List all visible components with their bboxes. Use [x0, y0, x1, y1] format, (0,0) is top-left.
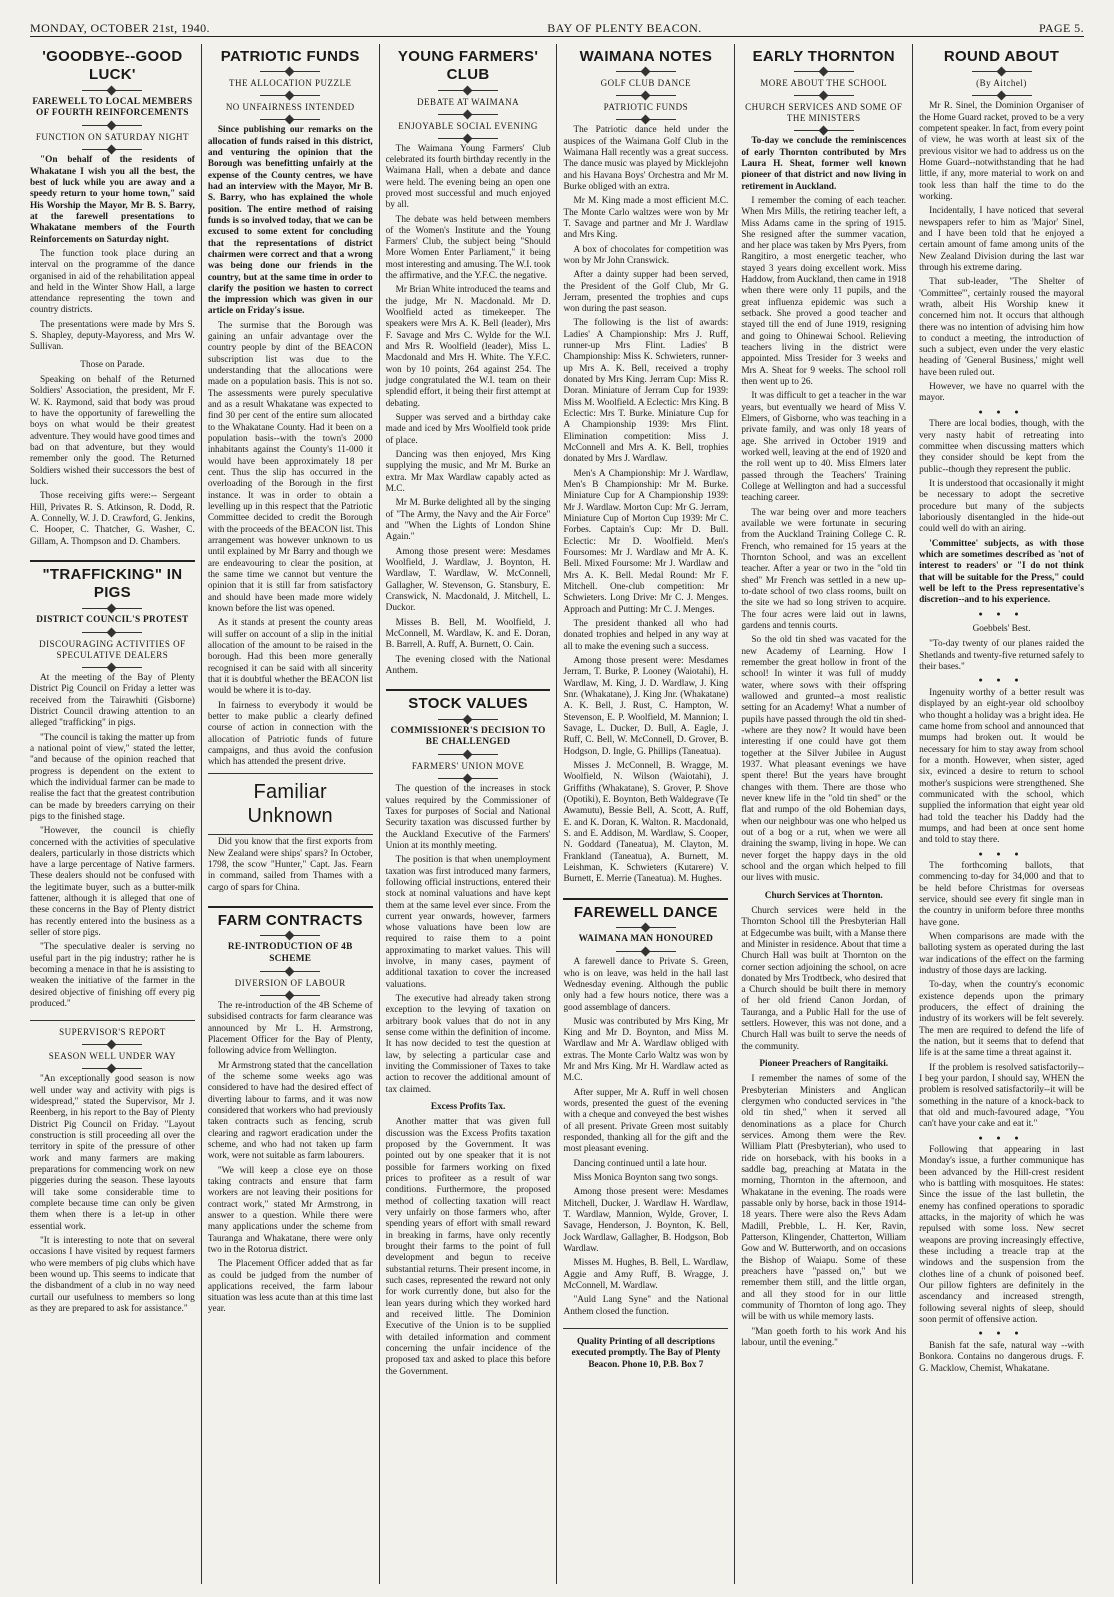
paragraph: The president thanked all who had donated trophies and helped in any way at all to make the evening such a success.	[563, 619, 729, 652]
printing-advertisement: Quality Printing of all descriptions executed promptly. The Bay of Plenty Beacon. Phone 10, P.B. Box 7	[563, 1328, 728, 1371]
article-lead: Since publishing our remarks on the allocation of funds raised in this district, and venturing the opinion that the Borough was benefitting unfairly at the expense of the County centres, we have had an interview with the Mayor, Mr B. S. Barry, who has explained the whole position. The entire method of raising funds is so involved today, that we can be excused to some extent for concluding that the representations of district chairmen were correct and that a wrong was being done our friends in the country, but at the same time in order to clarify the position we hasten to correct the impression which was given in our article on Friday's issue.	[207, 125, 373, 317]
star-separator: ● ● ●	[978, 407, 1025, 416]
paragraph: That sub-leader, "The Shelter of 'Committee'", certainly roused the mayoral wrath, albeit His Worship knew it concerned him not. It occurs that although there was no intention of advising him how to conduct a meeting, the introduction of such a subject, even under the very elastic heading of 'General Business,' might well have been ruled out.	[919, 277, 1084, 378]
divider-ornament	[972, 71, 1032, 72]
paragraph: Among those present were: Mesdames Jerram, T. Burke, P. Looney (Waiotahi), H. Wardlaw, M. King, J. D. Wardlaw, J. King Snr. (Whakatane), J. King Jnr. (Whakatane) A. K. Bell, J. Rust, C. Hampton, W. Stevenson, E. P. Woolfield, M. Mannion; I. Savage, L. Ducker, D. Bull, A. Eagle, J. Ruff, C. Bell, W. McConnell, D. Grover, B. Hodgson, D. Ingle, G. Phillips (Taneatua).	[563, 656, 729, 757]
paragraph: The re-introduction of the 4B Scheme of subsidised contracts for farm clearance was announced by Mr L. H. Armstrong, Placement Officer for the Bay of Plenty, following advice from Wellington.	[207, 1000, 373, 1057]
paragraph: Ingenuity worthy of a better result was displayed by an eight-year old schoolboy who thought a holiday was a bright idea. He came home from school and announced that mumps had broken out. It would be necessary for him to stay away from school for a month. However, when sister, aged six, evinced a desire to return to school mother's suspicions were strengthened. She communicated with the school, which supplied the information that eight year old had told the teacher his Daddy had the mumps, and had been at once sent home and told to stay there.	[919, 687, 1084, 846]
divider-ornament	[82, 1044, 142, 1045]
headline-patriotic-funds: PATRIOTIC FUNDS	[220, 48, 360, 65]
paragraph: Among those present were: Mesdames Mitchell, Ducker, J. Wardlaw H. Wardlaw, T. Wardlaw, Mannion, Wylde, Grover, I. Savage, Henderson, J. Boynton, K. Bell, Jock Wardlaw, Gallagher, B. Hodgson, Bob Wardlaw.	[563, 1187, 729, 1255]
paragraph: The war being over and more teachers available we were fortunate in securing from the Auckland Training College C. R. French, who remained for 15 years at the Thornton School, and was an excellent teacher. After a year or two in the "old tin shed" Mr French was settled in a new up-to-date school of two class rooms, built on the site we had so long striven to acquire. The four acres were laid out in lawns, gardens and tennis courts.	[741, 507, 907, 631]
subhead: PATRIOTIC FUNDS	[603, 102, 689, 113]
subhead: DIVERSION OF LABOUR	[234, 977, 346, 988]
paragraph: After a dainty supper had been served, the President of the Golf Club, Mr G. Jerram, presented the trophies and cups won during the past season.	[563, 270, 729, 315]
headline-waimana-notes: WAIMANA NOTES	[579, 48, 713, 65]
paragraph: Mr R. Sinel, the Dominion Organiser of the Home Guard racket, proved to be a very competent speaker. In fact, from every point of view, he was worth at least six of the previous visitor we had to address us on the Home Guard--notwithstanding that he had little, if any, more material to work on and took less than half the time to do the working.	[919, 101, 1084, 202]
divider-ornament	[82, 632, 142, 633]
divider-ornament	[260, 71, 320, 72]
divider-ornament	[260, 119, 320, 120]
divider-ornament	[616, 951, 676, 952]
paragraph: The executive had already taken strong exception to the levying of taxation on arbitrary book values that do not in any sense come within the definition of income. It has now decided to test the question at law, by selecting a particular case and inviting the Commissioner of Taxes to take action to recover the additional amount of tax claimed.	[385, 994, 551, 1095]
subhead: DISTRICT COUNCIL'S PROTEST	[36, 614, 189, 625]
paragraph: The position is that when unemployment taxation was first introduced many farmers, following official instructions, entered their stock at nominal valuations and have kept them at the same level ever since. From the current year onwards, however, farmers whose valuations have been low are required to raise them to a point approximating to market values. This will involve, in many cases, payment of additional taxation to cover the increased valuations.	[385, 855, 551, 990]
paragraph: Did you know that the first exports from New Zealand were ships' spars? In October, 1798, the scow "Hunter," Capt. Jas. Fearn in command, sailed from Thames with a cargo of spars for China.	[207, 837, 373, 893]
paragraph: Another matter that was given full discussion was the Excess Profits taxation proposed by the Government. It was pointed out by one speaker that it is not possible for farmers working on fixed prices to profiteer as a result of war conditions. Furthermore, the proposed method of collecting taxation will react very unfairly on those farmers who, after spending years of effort with small reward in breaking in farms, have only recently brought their farms to the point of full development and begun to receive substantial returns. Their present income, in such cases, represented the reward not only for work currently done, but also for the lean years during which they worked hard and received little. The Dominion Executive of the Union is to be supplied with detailed information and comment concerning the unfair incidence of the proposed tax and asked to place this before the Government.	[385, 1117, 551, 1377]
paragraph: At the meeting of the Bay of Plenty District Pig Council on Friday a letter was received from the Tairawhiti (Gisborne) District Council drawing attention to an alleged "trafficking" in pigs.	[30, 672, 195, 729]
subhead: SUPERVISOR'S REPORT	[59, 1027, 166, 1038]
byline: (By Aitchel)	[976, 78, 1027, 89]
paragraph: Miss Monica Boynton sang two songs.	[573, 1173, 719, 1184]
paragraph: Mr Armstrong stated that the cancellation of the scheme some weeks ago was considered to have had the desired effect of diverting labour to farms, and it was now considered that workers who had previously taken contracts such as fencing, scrub clearing and ragwort eradication under the scheme, and who had not taken up farm work, were not suitable as farm labourers.	[207, 1060, 373, 1162]
column-4	[556, 44, 734, 1584]
paragraph: However, we have no quarrel with the mayor.	[919, 382, 1084, 404]
star-separator: ● ● ●	[978, 609, 1025, 618]
headline-goodbye: 'GOODBYE--GOOD LUCK'	[42, 48, 183, 84]
paragraph: "However, the council is chiefly concerned with the activities of speculative dealers, particularly in those districts which have a large percentage of Native farmers. These dealers should not be confused with the legitimate buyer, such as a butter-milk fattener, although it is alleged that one of these concerns in the Bay of Plenty district has recently entered into the business as a seller of store pigs.	[30, 826, 195, 939]
paragraph: I remember the names of some of the Presbyterian Ministers and Anglican clergymen who conducted services in "the old tin shed," when it served all denominations as a place for Church services. Among them were the Rev. William Platt (Presbyterian), who used to ride on horseback, with his books in a saddle bag, preaching at Matata in the morning, Thornton in the afternoon, and Whakatane in the evening. The roads were passable only by horse, back in those 1914-18 years. There were also the Revs Adam Madill, Prebble, L. H. Ker, Ravin, Patterson, Klingender, Chatterton, William Gow and W. Butterworth, and on occasions the Bishop of Waiapu. Some of these preachers have "passed on," but we remember them still, and the little organ, and all they stood for in our little community of Thornton of long ago. They will be with us while memory lasts.	[741, 1074, 907, 1323]
paragraph: The forthcoming ballots, that commencing to-day for 34,000 and that to be held before Christmas for overseas service, should see every fit single man in the country in uniform before three months have gone.	[919, 861, 1084, 928]
section-subhead: Excess Profits Tax.	[430, 1102, 506, 1113]
paragraph: "An exceptionally good season is now well under way and activity with pigs is widespread," stated the Supervisor, Mr J. Reenberg, in his report to the Bay of Plenty District Pig Council on Friday. "Layout construction is still proceeding all over the territory in spite of the pressure of other work and many farmers are making preparations for commencing work on new piggeries during the season. These layouts will take some considerable time to complete because time can only be given them when there is a let-up in other essential work.	[30, 1074, 195, 1232]
headline-trafficking: "TRAFFICKING" IN PIGS	[42, 566, 183, 602]
subhead: CHURCH SERVICES AND SOME OF THE MINISTERS	[745, 102, 903, 124]
paragraph: Dancing continued until a late hour.	[573, 1158, 707, 1169]
divider-ornament	[794, 130, 854, 131]
section-subhead: Pioneer Preachers of Rangitaiki.	[759, 1059, 889, 1070]
divider-ornament	[82, 149, 142, 150]
issue-date: MONDAY, OCTOBER 21st, 1940.	[30, 21, 210, 35]
divider-ornament	[260, 971, 320, 972]
page-number: PAGE 5.	[1038, 21, 1084, 35]
star-separator: ● ● ●	[978, 676, 1025, 685]
paragraph: When comparisons are made with the balloting system as operated during the last war indications of the effect on the farming industry of those days are lacking.	[919, 932, 1084, 977]
article-separator	[563, 898, 728, 900]
divider-ornament	[438, 778, 498, 779]
column-1	[30, 44, 201, 1584]
paragraph: The following is the list of awards: Ladies' A Championship: Mrs J. Ruff, runner-up Mrs Flint. Ladies' B Championship: Miss K. Schwieters, runner-up Mrs A. K. Bell, received a trophy donated by Mrs King. Jerram Cup: Miss R. Doran. Miniature of Jerram Cup for 1939: Miss M. Woolfield. A Eclectic: Mrs King. B Eclectic: Mrs T. Burke. Miniature Cup for A Championship 1939: Mrs Flint. Elimination competition: Miss J. McConnell and Mrs A. K. Bell, trophies donated by Mrs J. Wardlaw.	[563, 318, 729, 465]
subhead: SEASON WELL UNDER WAY	[48, 1051, 177, 1062]
section-subhead: Those on Parade.	[80, 359, 145, 370]
article-lead: To-day we conclude the reminiscences of early Thornton contributed by Mrs Laura H. Sheat, former well known pioneer of that district and now living in retirement in Auckland.	[741, 136, 907, 192]
divider-ornament	[438, 754, 498, 755]
section-subhead: Goebbels' Best.	[972, 624, 1031, 635]
paragraph: The presentations were made by Mrs S. S. Shapley, deputy-Mayoress, and Mrs W. Sullivan.	[30, 319, 195, 353]
page-columns	[30, 44, 1084, 1584]
divider-ornament	[616, 71, 676, 72]
divider-ornament	[438, 90, 498, 91]
paragraph: The function took place during an interval on the programme of the dance organised in aid of the rehabilitation appeal and held in the Winter Show Hall, a large attendance representing the town and country districts.	[30, 248, 195, 316]
divider-ornament	[82, 608, 142, 609]
subhead: DEBATE AT WAIMANA	[416, 96, 520, 107]
subhead: FUNCTION ON SATURDAY NIGHT	[35, 132, 189, 143]
divider-ornament	[260, 935, 320, 936]
subhead: RE-INTRODUCTION OF 4B SCHEME	[227, 942, 353, 964]
paragraph: As it stands at present the county areas will suffer on account of a slip in the initial allocation of the amount to be raised in the borough. Had this been more generally recognised it can be said with all sincerity that it is doubtful whether the BEACON list would be where it is to-day.	[207, 618, 373, 697]
paragraph: Mr M. King made a most efficient M.C. The Monte Carlo waltzes were won by Mr T. Savage and partner and Mr J. Wardlaw and Mrs King.	[563, 196, 729, 241]
divider-ornament	[82, 1068, 142, 1069]
paragraph: The Waimana Young Farmers' Club celebrated its fourth birthday recently in the Waimana Hall, when a debate and dance were held. The evening being an open one proved most successful and much enjoyed by all.	[385, 143, 551, 211]
subhead: GOLF CLUB DANCE	[600, 78, 692, 89]
paragraph: Dancing was then enjoyed, Mrs King supplying the music, and Mr M. Burke an extra. Mr Max Wardlaw capably acted as M.C.	[385, 450, 551, 495]
article-lead: "On behalf of the residents of Whakatane I wish you all the best, the best of luck while you are away and a speedy return to your home town," said His Worship the Mayor, Mr B. S. Barry, at the farewell presentations to Whakatane members of the Fourth Reinforcements on Saturday night.	[30, 155, 195, 245]
paragraph: "Man goeth forth to his work And his labour, until the evening."	[741, 1326, 907, 1348]
divider-ornament	[794, 95, 854, 96]
subhead: FAREWELL TO LOCAL MEMBERS OF FOURTH REINFORCEMENTS	[32, 96, 193, 118]
subhead: ENJOYABLE SOCIAL EVENING	[398, 120, 538, 131]
paragraph: The debate was held between members of the Women's Institute and the Young Farmers' Club, the subject being "Should More Women Enter Parliament," it being most interesting and amusing. The W.I. took the affirmative, and the Y.F.C. the negative.	[385, 214, 551, 282]
subhead: MORE ABOUT THE SCHOOL	[760, 78, 888, 89]
star-separator: ● ● ●	[978, 849, 1025, 858]
paragraph: Incidentally, I have noticed that several newspapers refer to him as 'Major' Sinel, and I have been told that he enjoyed a certain amount of fame among units of the New Zealand Division during the last war through his extreme daring.	[919, 206, 1084, 273]
paragraph: Mr M. Burke delighted all by the singing of "The Army, the Navy and the Air Force" and "When the Lights of London Shine Again."	[385, 498, 551, 543]
headline-familiar-unknown: Familiar Unknown	[208, 773, 373, 836]
star-separator: ● ● ●	[978, 1329, 1025, 1338]
column-2	[201, 44, 379, 1584]
headline-farewell-dance: FAREWELL DANCE	[573, 903, 718, 921]
divider-ornament	[972, 95, 1032, 96]
paragraph: 'Committee' subjects, as with those which are sometimes described as 'not of interest to readers' or "I do not think that will be suitable for the Press," could well be left to the Press representative's discretion--and to his experience.	[919, 538, 1084, 606]
star-separator: ● ● ●	[978, 1133, 1025, 1142]
paragraph: The evening closed with the National Anthem.	[385, 654, 551, 676]
paragraph: So the old tin shed was vacated for the new Academy of Learning. How I remember the great hollow in front of the school! In winter it was full of muddy water, where sows with their offspring wallowed and grunted--a most realistic setting for an Academy! What a number of pupils have passed through the old tin shed--where are they now? It would have been interesting if one could have got them together at the Silver Jubilee in August 1937. What pleasant evenings we have spent there! But the years have brought changes with them. There are those who never knew life in the "old tin shed" or the flat and rumpo of the old Bohemian days, when our neighbour was one who helped us out of a bog or a rut, when we were all draining the swamp, living in hope. We can never forget the happy days in the old school and the organ which helped to fill our lives with music.	[741, 635, 907, 884]
article-separator	[30, 1020, 195, 1021]
masthead	[30, 18, 1084, 37]
paragraph: "It is interesting to note that on several occasions I have visited by request farmers who were members of pig clubs which have been wound up. This seems to indicate that the disbandment of a club in no way need curtail our usefulness to members so long as they are prepared to ask for assistance."	[30, 1235, 195, 1314]
subhead: FARMERS' UNION MOVE	[411, 761, 525, 772]
headline-farm-contracts: FARM CONTRACTS	[217, 912, 363, 930]
divider-ornament	[438, 719, 498, 720]
paragraph: It is understood that occasionally it might be necessary to adopt the secretive procedure but many of the subjects laboriously disentangled in the hide-out could well do with an airing.	[919, 478, 1084, 535]
article-separator	[30, 560, 195, 562]
paragraph: To-day, when the country's economic existence depends upon the primary producers, the effect of draining the industry of its workers will be felt severely. The men are required to defend the life of the nation, but it seems that to defend that life is at the same time a threat against it.	[919, 980, 1084, 1059]
paragraph: The surmise that the Borough was gaining an unfair advantage over the country people by dint of the BEACON subscription list was due to the understanding that the allocations were made on a population basis. This is not so. The assessments were purely speculative and as a result Whakatane was expected to find 30 per cent of the entire sum allocated to the Whakatane County. Had it been on a population basis--with the town's 2000 inhabitants against the County's 11-000 it would have been approximately 18 per cent. Thus the slip has occurred in the overloading of the Borough in the first instance. It was in order to obtain a levelling up in this respect that the Patriotic Committee decided to credit the Borough with the proceeds of the BEACON list. This arrangement was however unknown to us until explained by Mr Barry and though we are endeavouring to clear the position, at the same time we cannot but venture the opinion that it is still far from satisfactory and should have been made more widely known before the list was opened.	[207, 320, 373, 615]
subhead: WAIMANA MAN HONOURED	[578, 933, 714, 944]
subhead: COMMISSIONER'S DECISION TO BE CHALLENGED	[390, 725, 546, 747]
paragraph: Mr Brian White introduced the teams and the judge, Mr N. Macdonald. Mr D. Woolfield acted as timekeeper. The speakers were Mrs A. K. Bell (leader), Mrs F. Savage and Mrs C. Wylde for the W.I. and Mrs R. Woolfield (leader), Miss L. Macdonald and Mrs H. White. The Y.F.C. won by 10 points, 264 against 254. The judge congratulated the W.I. team on their splendid effort, it being their first attempt at debating.	[385, 285, 551, 409]
paragraph: Speaking on behalf of the Returned Soldiers' Association, the president, Mr F. W. K. Raymond, said that body was proud to have the opportunity of farewelling the boys on what would be their greatest adventure. They would have good times and bad on that adventure, but they would remember only the good. The Returned Soldiers wished their successors the best of luck.	[30, 375, 195, 488]
paragraph: Those receiving gifts were:-- Sergeant Hill, Privates R. S. Atkinson, R. Dodd, R. A. Connelly, W. J. D. Crawford, G. Jenkins, C. Hooper, C. Thatcher, G. Washer, C. Gillam, A. Thompson and D. Chambers.	[30, 491, 195, 547]
divider-ornament	[82, 667, 142, 668]
divider-ornament	[438, 114, 498, 115]
paragraph: Misses M. Hughes, B. Bell, L. Wardlaw, Aggie and Amy Ruff, B. Wragge, J. McConnell, M. Wardlaw.	[563, 1258, 729, 1292]
divider-ornament	[794, 71, 854, 72]
paragraph: "The council is taking the matter up from a national point of view," stated the letter, "and because of the opinion reached that progress is dependent on the extent to which the individual farmer can be made to realise the fact that the greatest contribution can be made by breeders carrying on their pigs to the finished stage.	[30, 732, 195, 822]
divider-ornament	[82, 125, 142, 126]
divider-ornament	[82, 90, 142, 91]
paragraph: It was difficult to get a teacher in the war years, but eventually we heard of Miss V. Elmers, of Gisborne, who was teaching in a private family, and was only 18 years of age. She arrived in October 1919 and worked well, leaving at the end of 1920 and the roll went up to 40. Miss Elmers later passed through the Teachers' Training College at Wellington and had a successful teaching career.	[741, 391, 907, 504]
paragraph: "The speculative dealer is serving no useful part in the pig industry; rather he is becoming a menace in that he is assisting to weaken the initiative of the farmer in the desired objective of finishing off every pig produced."	[30, 942, 195, 1010]
article-separator	[386, 689, 551, 691]
paragraph: The Patriotic dance held under the auspices of the Waimana Golf Club in the Waimana Hall recently was a great success. The dance music was played by Micklejohn and his Havana Boys' Orchestra and Mr M. Burke obliged with an extra.	[563, 125, 729, 192]
paragraph: Misses J. McConnell, B. Wragge, M. Woolfield, N. Wilson (Waiotahi), J. Griffiths (Whakatane), S. Grover, P. Shove (Opotiki), E. Boynton, Beth Waldegrave (Te Awamutu), Bessie Bell, A. Scott, A. Ruff, E. and K. Doran, K. Walton. R. Macdonald, S. and E. Addison, M. Wardlaw, S. Cooper, N. Goddard (Taneatua), M. Clayton, M. Frankland (Taneatua), A. Burnett, M. Leishman, K. Schwieters (Kutarere) V. Burnett, E. Merrie (Taneatua). M. Hughes.	[563, 760, 729, 885]
section-subhead: Church Services at Thornton.	[764, 890, 883, 901]
paragraph: Among those present were: Mesdames Woolfield, J. Wardlaw, J. Boynton, H. Wardlaw, T. Wardlaw, W. McConnell, Gallagher, W. Stevenson, G. Stansbury, E. Cranswick, N. Macdonald, J. Mitchell, L. Duckor.	[385, 546, 551, 614]
divider-ornament	[616, 927, 676, 928]
divider-ornament	[616, 119, 676, 120]
paragraph: "To-day twenty of our planes raided the Shetlands and twenty-five returned safely to their bases."	[919, 639, 1084, 673]
subhead: THE ALLOCATION PUZZLE	[228, 78, 352, 89]
divider-ornament	[260, 995, 320, 996]
newspaper-name: BAY OF PLENTY BEACON.	[547, 21, 702, 35]
divider-ornament	[616, 95, 676, 96]
column-3	[379, 44, 557, 1584]
paragraph: Music was contributed by Mrs King, Mr King and Mr D. Boynton, and Miss M. Wardlaw and Mr A. Wardlaw obliged with extras. The Monte Carlo Waltz was won by Mr and Mrs King. Mr H. Wardlaw acted as M.C.	[563, 1016, 729, 1084]
paragraph: A box of chocolates for competition was won by Mr John Cranswick.	[563, 244, 729, 266]
paragraph: A farewell dance to Private S. Green, who is on leave, was held in the hall last Wednesday evening. Although the public only had a few hours notice, there was a good assemblage of dancers.	[563, 957, 729, 1013]
paragraph: There are local bodies, though, with the very nasty habit of retreating into committee when discussing matters which they consider should be kept from the public--though they represent the public.	[919, 419, 1084, 475]
paragraph: The question of the increases in stock values required by the Commissioner of Taxes for purposes of Social and National Security taxation was discussed further by the Auckland Executive of the Farmers' Union at its monthly meeting.	[385, 784, 551, 851]
paragraph: "Auld Lang Syne" and the National Anthem closed the function.	[563, 1295, 729, 1317]
paragraph: After supper, Mr A. Ruff in well chosen words, presented the guest of the evening with a cheque and conveyed the best wishes of all present. Private Green most suitably responded, thanking all for the gift and the most pleasant evening.	[563, 1087, 729, 1155]
headline-stock-values: STOCK VALUES	[408, 695, 528, 713]
paragraph: Men's A Championship: Mr J. Wardlaw, Men's B Championship: Mr M. Burke. Miniature Cup for A Championship 1939: Mr J. Wardlaw. Morton Cup: Mr G. Jerram, Miniature Cup of Morton Cup 1939: Mr C. Forbes. Captain's Cup: Mr D. Bull. Eclectic: Mr D. Woolfield. Men's Foursomes: Mr J. Wardlaw and Mr A. K. Bell. Mixed Foursome: Mr J. Wardlaw and Mrs A. K. Bell. Medal Round: Mr F. Mitchell. One-club competition: Mr Schwieters. Long Drive: Mr C. J. Menges. Approach and Putting: Mr C. J. Menges.	[563, 468, 729, 615]
column-6	[912, 44, 1084, 1584]
paragraph: I remember the coming of each teacher. When Mrs Mills, the retiring teacher left, a Miss Adams came in the spring of 1915. She resigned after the summer vacation, and her place was taken by Mrs Pyers, from Rangitiro, a most energetic teacher, who stayed 3 years doing excellent work. Miss Haddow, from Auckland, then came in 1918 when there were only 11 pupils, and the great influenza epidemic was such a setback. She proved a good teacher and stayed till the end of June 1919, resigning and going to Ohinewai School. Relieving teachers living in the district were appointed. Miss Tresider for 3 weeks and Mrs A. Sheat for 9 weeks. The school roll then went up to 26.	[741, 195, 907, 388]
paragraph: "We will keep a close eye on those taking contracts and ensure that farm workers are not leaving their positions for contract work," stated Mr Armstrong, in answer to a question. While there were many applications under the scheme from Tauranga and Whakatane, there were only two in the Rotorua district.	[207, 1165, 373, 1255]
headline-early-thornton: EARLY THORNTON	[752, 48, 895, 65]
divider-ornament	[260, 95, 320, 96]
article-separator	[208, 906, 373, 908]
subhead: NO UNFAIRNESS INTENDED	[225, 102, 355, 113]
headline-round-about: ROUND ABOUT	[943, 48, 1060, 65]
paragraph: The Placement Officer added that as far as could be judged from the number of applications received, the farm labour situation was less acute than at this time last year.	[207, 1259, 373, 1315]
subhead: DISCOURAGING ACTIVITIES OF SPECULATIVE DEALERS	[39, 638, 186, 660]
paragraph: Supper was served and a birthday cake made and iced by Mrs Woolfield took pride of place.	[385, 413, 551, 446]
paragraph: In fairness to everybody it would be better to make public a clearly defined course of action in connection with the allocation of Patriotic funds of future campaigns, and thus avoid the confusion which has attended the present drive.	[207, 700, 373, 768]
paragraph: If the problem is resolved satisfactorily--I beg your pardon, I should say, WHEN the problem is resolved satisfactorily--it will be something in the nature of a knock-back to that old and much-favoured adage, "You can't have your cake and eat it."	[919, 1062, 1084, 1130]
paragraph: Misses B. Bell, M. Woolfield, J. McConnell, M. Wardlaw, K. and E. Doran, B. Barrell, A. Ruff, A. Burnett, O. Cain.	[385, 617, 551, 651]
paragraph: Banish fat the safe, natural way --with Bonkora. Contains no dangerous drugs. F. G. Macklow, Chemist, Whakatane.	[919, 1340, 1084, 1374]
headline-young-farmers: YOUNG FARMERS' CLUB	[397, 48, 539, 84]
paragraph: Following that appearing in last Monday's issue, a further communique has been advanced by the Hill-crest resident who is battling with mosquitoes. He states: Since the issue of the last bulletin, the enemy has confined operations to sporadic attacks, in the majority of which he was repulsed with some loss. New secret weapons are proving increasingly effective, these including a treacle trap at the windows and the suspension from the clothes line of a chunk of poisoned beef. Our pillow fighters are definitely in the ascendancy and increased strength, following several nights of sleep, should soon permit of offensive action.	[919, 1145, 1084, 1326]
column-5	[734, 44, 912, 1584]
divider-ornament	[438, 138, 498, 139]
paragraph: Church services were held in the Thornton School till the Presbyterian Hall at Edgecumbe was built, with a Manse there and Minister in residence. About that time a Church Hall was built at Thornton on the corner section adjoining the school, on acre donated by Mrs Trodtbeck, who desired that a Church should be built there in memory of her old friend Canon Jordan, of Tauranga, and a Public Hall for the use of settlers. However, this was not done, and a Church Hall was built to serve the needs of the community.	[741, 905, 907, 1052]
